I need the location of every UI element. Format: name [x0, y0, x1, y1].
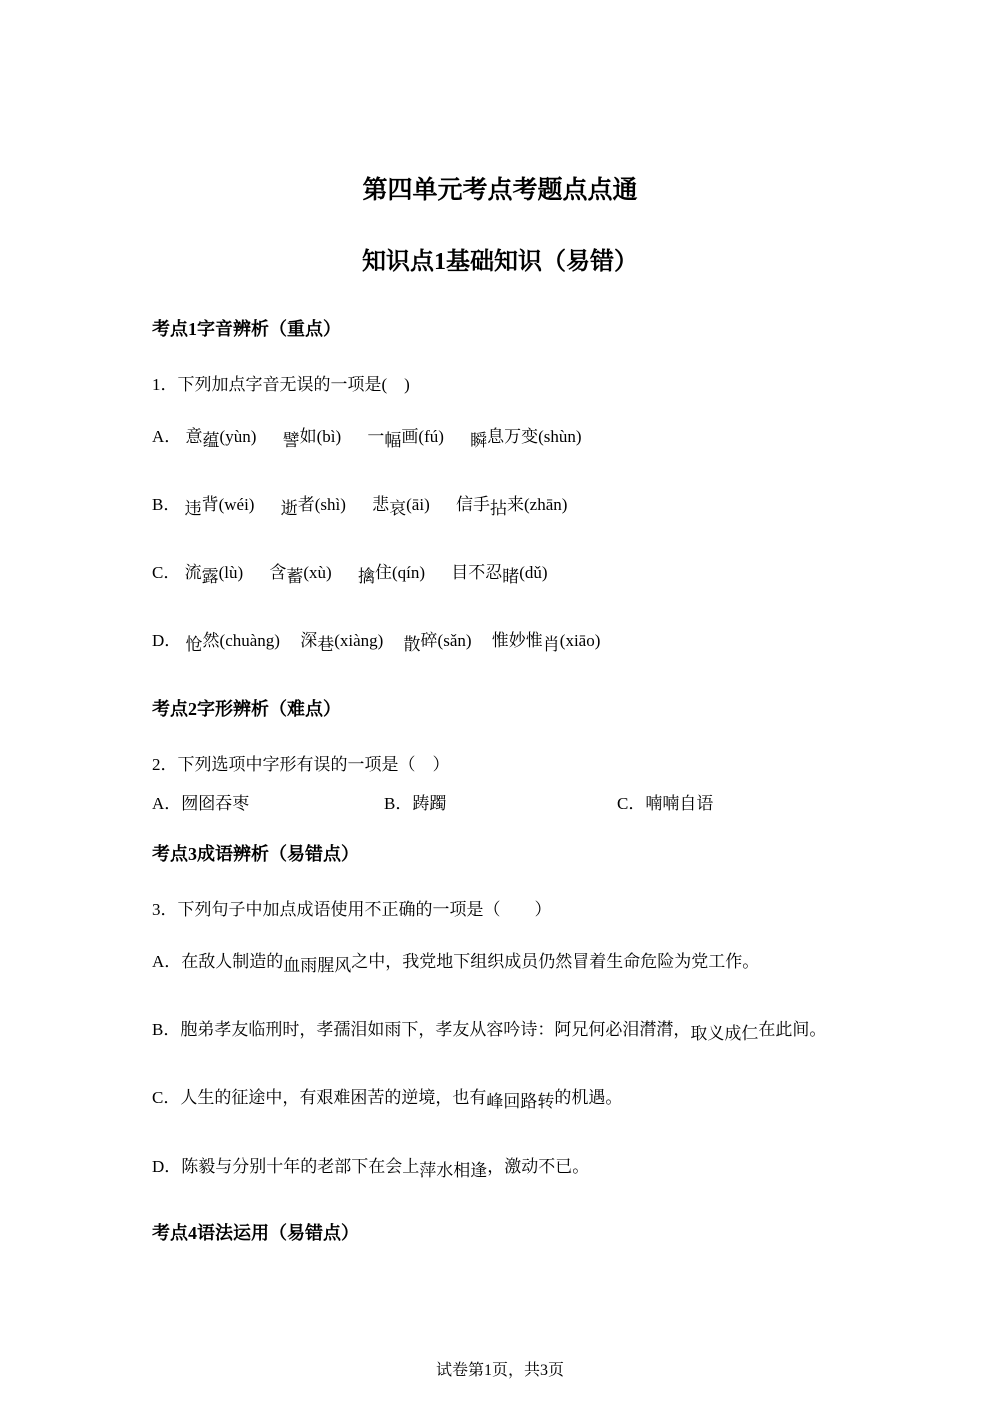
question-2-option-c: C．喃喃自语: [617, 794, 714, 813]
dotted-char: 蕴: [202, 431, 220, 450]
dotted-char: 睹: [502, 567, 520, 586]
question-2-option-b: B．踌躅: [384, 794, 447, 813]
option-item: 信手拈来(zhān): [455, 495, 568, 518]
question-2-option-a: A．囫囵吞枣: [152, 794, 250, 813]
dotted-char: 瞬: [470, 431, 488, 450]
option-letter: C．: [152, 563, 181, 582]
option-item: 意蕴(yùn): [185, 427, 257, 450]
question-1-option-b: [152, 490, 568, 518]
section-heading-1: 考点1字音辨析（重点）: [152, 319, 341, 339]
option-item: 目不忍睹(dǔ): [451, 563, 548, 586]
section-heading-3: 考点3成语辨析（易错点）: [152, 844, 359, 864]
dotted-char: 哀: [389, 499, 407, 518]
option-item: 深巷(xiàng): [300, 631, 384, 654]
question-3-option-c: C．人生的征途中，有艰难困苦的逆境，也有峰回路转的机遇。: [152, 1088, 623, 1111]
dotted-idiom: 取义成仁: [690, 1024, 759, 1043]
dotted-char: 违: [184, 499, 202, 518]
dotted-char: 幅: [384, 431, 402, 450]
dotted-char: 巷: [317, 635, 335, 654]
question-3-stem: 3．下列句子中加点成语使用不正确的一项是（ ）: [152, 900, 552, 919]
option-item: 含蓄(xù): [269, 563, 332, 586]
option-letter: B．: [152, 495, 181, 514]
dotted-idiom: 萍水相逢: [419, 1161, 488, 1180]
option-item: 惟妙惟肖(xiāo): [491, 631, 601, 654]
option-letter: D．: [152, 631, 182, 650]
question-1-stem: 1．下列加点字音无误的一项是( ): [152, 375, 410, 394]
option-letter: A．: [152, 427, 182, 446]
option-item: 擒住(qín): [357, 563, 426, 586]
dotted-char: 譬: [282, 431, 300, 450]
option-item: 违背(wéi): [184, 495, 255, 518]
dotted-char: 散: [403, 635, 421, 654]
page-subtitle: 知识点1基础知识（易错）: [362, 249, 638, 275]
dotted-char: 肖: [542, 635, 560, 654]
question-3-option-a: A．在敌人制造的血雨腥风之中，我党地下组织成员仍然冒着生命危险为党工作。: [152, 952, 760, 975]
dotted-idiom: 血雨腥风: [283, 956, 352, 975]
dotted-idiom: 峰回路转: [486, 1092, 555, 1111]
question-3-option-d: D．陈毅与分别十年的老部下在会上萍水相逢，激动不已。: [152, 1157, 590, 1180]
option-item: 散碎(sǎn): [403, 631, 472, 654]
dotted-char: 拈: [489, 499, 507, 518]
option-item: 逝者(shì): [280, 495, 346, 518]
page-footer: 试卷第1页，共3页: [435, 1362, 564, 1379]
question-3-option-b: B．胞弟孝友临刑时，孝孺泪如雨下，孝友从容吟诗：阿兄何必泪潸潸，取义成仁在此间。: [152, 1020, 827, 1043]
option-item: 瞬息万变(shùn): [470, 427, 582, 450]
question-1-option-a: [152, 422, 582, 450]
option-item: 譬如(bì): [282, 427, 342, 450]
question-2-stem: 2．下列选项中字形有误的一项是（ ）: [152, 755, 450, 774]
question-1-option-c: [152, 558, 548, 586]
dotted-char: 逝: [280, 499, 298, 518]
section-heading-2: 考点2字形辨析（难点）: [152, 699, 341, 719]
question-1-option-d: [152, 626, 601, 654]
dotted-char: 露: [201, 567, 219, 586]
section-heading-4: 考点4语法运用（易错点）: [152, 1223, 359, 1243]
page-title: 第四单元考点考题点点通: [362, 177, 638, 204]
option-item: 悲哀(āi): [372, 495, 430, 518]
option-item: 流露(lù): [184, 563, 244, 586]
dotted-char: 擒: [357, 567, 375, 586]
option-item: 怆然(chuàng): [185, 631, 280, 654]
option-item: 一幅画(fú): [367, 427, 444, 450]
dotted-char: 蓄: [286, 567, 304, 586]
dotted-char: 怆: [185, 635, 203, 654]
